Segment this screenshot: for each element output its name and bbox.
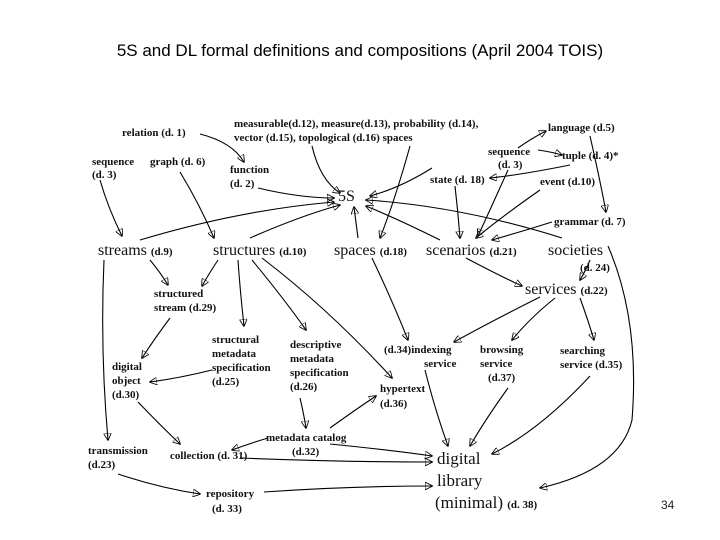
edge-descriptive-metadata-catalog <box>300 398 306 428</box>
edge-event-scenarios <box>476 190 540 238</box>
edge-structures-5s <box>250 205 340 238</box>
edge-metadata-catalog-digital-library <box>330 444 432 456</box>
edge-function-5s <box>258 188 334 198</box>
node-structures-d: (d.10) <box>279 246 307 258</box>
node-indexing-line1: (d.34)indexing <box>384 344 452 356</box>
edge-streams-transmission <box>103 260 108 440</box>
node-descriptive-line4: (d.26) <box>290 381 318 393</box>
node-societies-d: (d. 24) <box>580 262 610 274</box>
node-descriptive-line3: specification <box>290 367 349 379</box>
node-state: state (d. 18) <box>430 174 485 186</box>
edge-grammar-scenarios <box>492 222 552 240</box>
node-sequence-left: sequence <box>92 156 135 168</box>
node-measurable-spaces-line2: vector (d.15), topological (d.16) spaces <box>234 132 413 144</box>
edge-services-indexing <box>454 297 540 342</box>
node-sequence-right: sequence <box>488 146 531 158</box>
edge-state-5s <box>370 168 432 196</box>
edge-graph-structures <box>180 172 214 238</box>
node-structures-label: structures <box>213 242 276 259</box>
node-relation: relation (d. 1) <box>122 127 186 139</box>
edge-language-grammar <box>590 136 606 212</box>
node-structural-line4: (d.25) <box>212 376 240 388</box>
edge-structures-descriptive <box>252 260 306 330</box>
node-graph: graph (d. 6) <box>150 156 206 168</box>
edge-streams-5s <box>140 202 334 240</box>
edge-streams-structured-stream <box>150 260 168 285</box>
node-streams-label: streams <box>98 242 147 259</box>
node-spaces-label: spaces <box>334 242 376 259</box>
node-descriptive-line1: descriptive <box>290 339 342 351</box>
node-event: event (d.10) <box>540 176 595 188</box>
edge-spaces-indexing <box>372 258 408 340</box>
node-services-label: services <box>525 281 577 298</box>
node-sequence-left-d: (d. 3) <box>92 169 117 181</box>
node-scenarios <box>426 242 517 261</box>
node-services <box>525 281 608 300</box>
edge-scenarios-services <box>466 258 522 286</box>
node-descriptive-line2: metadata <box>290 353 334 365</box>
node-services-d: (d.22) <box>580 285 608 297</box>
node-5s: 5S <box>338 188 355 205</box>
edge-measurable-5s <box>312 146 340 193</box>
node-language: language (d.5) <box>548 122 615 134</box>
node-browsing-line3: (d.37) <box>488 372 516 384</box>
node-structured-stream-line2: stream (d.29) <box>154 302 217 314</box>
edge-collection-digital-library <box>240 458 432 462</box>
edge-services-searching <box>580 298 594 340</box>
edge-structures-structural <box>238 260 244 326</box>
edge-browsing-digital-library <box>470 388 508 446</box>
edge-searching-digital-library <box>492 376 590 454</box>
node-hypertext-line2: (d.36) <box>380 398 408 410</box>
node-searching-line2: service (d.35) <box>560 359 623 371</box>
node-transmission-line2: (d.23) <box>88 459 116 471</box>
node-digital-library-line3 <box>435 492 537 516</box>
node-digital-library-line1: digital <box>437 449 481 468</box>
edge-structures-structured-stream <box>202 260 218 286</box>
node-structural-line1: structural <box>212 334 260 346</box>
node-scenarios-label: scenarios <box>426 242 486 259</box>
node-function-d: (d. 2) <box>230 178 255 190</box>
node-digital-object-line2: object <box>112 375 141 387</box>
node-digital-object-line1: digital <box>112 361 142 373</box>
edge-structural-digital-object <box>150 370 212 382</box>
node-browsing-line1: browsing <box>480 344 524 356</box>
node-digital-object-line3: (d.30) <box>112 389 140 401</box>
edge-indexing-digital-library <box>425 370 448 446</box>
edge-metadata-catalog-collection <box>232 438 268 450</box>
slide-title: 5S and DL formal definitions and compositions (April 2004 TOIS) <box>116 41 604 60</box>
node-spaces <box>334 242 407 261</box>
node-streams-d: (d.9) <box>150 246 173 258</box>
node-digital-library-line2: library <box>437 471 483 490</box>
node-indexing-line2: service <box>424 358 457 370</box>
node-digital-library-minimal: (minimal) <box>435 493 503 512</box>
edge-repository-digital-library <box>264 486 432 492</box>
node-structural-line3: specification <box>212 362 271 374</box>
node-function: function <box>230 164 270 176</box>
node-grammar: grammar (d. 7) <box>554 216 626 228</box>
node-digital-library-d: (d. 38) <box>507 499 538 511</box>
edge-sequence-tuple <box>538 150 562 155</box>
node-scenarios-d: (d.21) <box>489 246 517 258</box>
node-tuple: tuple (d. 4)* <box>562 150 619 162</box>
node-societies: societies <box>548 242 604 259</box>
edge-transmission-repository <box>118 474 200 494</box>
edge-sequence-top-streams <box>100 180 122 236</box>
node-streams <box>98 242 173 261</box>
edge-digital-object-collection <box>138 402 180 444</box>
node-sequence-right-d: (d. 3) <box>498 159 523 171</box>
node-hypertext-line1: hypertext <box>380 383 426 395</box>
node-spaces-d: (d.18) <box>379 246 407 258</box>
node-structured-stream-line1: structured <box>154 288 204 300</box>
page-number: 34 <box>661 498 675 512</box>
node-repository-line2: (d. 33) <box>212 503 242 515</box>
edge-services-browsing <box>512 298 555 340</box>
node-repository-line1: repository <box>206 488 255 500</box>
edge-scenarios-5s <box>366 206 440 240</box>
node-metadata-catalog-line1: metadata catalog <box>266 432 347 444</box>
edge-metadata-catalog-hypertext <box>330 396 376 428</box>
node-structural-line2: metadata <box>212 348 256 360</box>
edge-structured-stream-digital-object <box>142 318 170 358</box>
node-browsing-line2: service <box>480 358 513 370</box>
node-structures <box>213 242 306 261</box>
node-collection: collection (d. 31) <box>170 450 248 462</box>
node-measurable-spaces-line1: measurable(d.12), measure(d.13), probability (d.14), <box>234 118 479 130</box>
node-searching-line1: searching <box>560 345 606 357</box>
node-metadata-catalog-line2: (d.32) <box>292 446 320 458</box>
edge-spaces-5s <box>354 207 358 238</box>
node-transmission-line1: transmission <box>88 445 148 457</box>
